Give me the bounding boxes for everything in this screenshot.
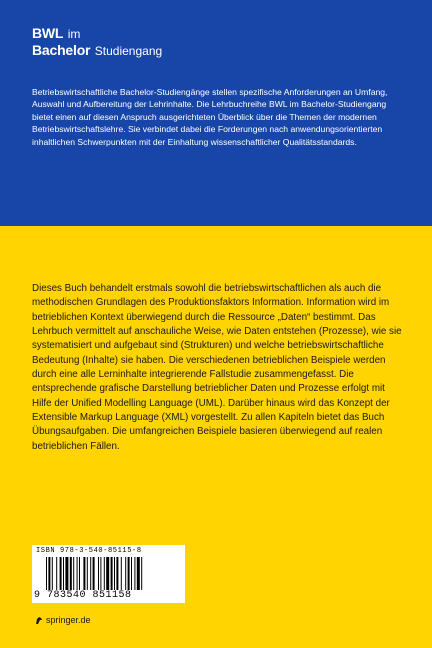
publisher-url: springer.de <box>46 615 91 625</box>
barcode-bars <box>46 557 176 593</box>
series-title <box>32 25 162 59</box>
publisher <box>35 615 91 625</box>
series-title-studiengang: Studiengang <box>94 44 163 58</box>
springer-horse-icon <box>35 616 43 625</box>
isbn-barcode <box>32 545 185 603</box>
isbn-label: ISBN 978-3-540-85115-8 <box>36 547 142 555</box>
series-title-bachelor: Bachelor <box>32 42 91 58</box>
series-band <box>0 0 432 226</box>
series-description: Betriebswirtschaftliche Bachelor-Studiengänge stellen spezifische Anforderungen an Umfang, Auswahl und Aufbereitung der Lehrinhalte. Die Lehrbuchreihe BWL im Bachelor-Studiengang bietet einen auf diesen Anspruch ausgerichteten Überblick über die Themen der modernen Betriebswirtschaftslehre. Sie verbindet dabei die Forderungen nach anwendungsorientierten inhaltlichen Schwerpunkten mit der Einhaltung wissenschaftlicher Qualitätsstandards. <box>32 87 388 147</box>
series-title-im: im <box>67 27 81 41</box>
barcode-number: 9 783540 851158 <box>34 590 184 601</box>
book-blurb: Dieses Buch behandelt erstmals sowohl die betriebswirtschaftlichen als auch die methodischen Grundlagen des Produktionsfaktors Information. Information wird im betrieblichen Kontext überwiegend durch die Ressource „Daten“ bestimmt. Das Lehrbuch vermittelt auf anschauliche Weise, wie Daten entstehen (Prozesse), wie sie systematisiert und aufgebaut sind (Strukturen) und welche betriebswirtschaftliche Bedeutung (Inhalte) sie haben. Die verschiedenen betrieblichen Beispiele werden durch eine alle Lerninhalte integrierende Fallstudie zusammengefasst. Die entsprechende grafische Darstellung betrieblicher Daten und Prozesse erfolgt mit Hilfe der Unified Modelling Language (UML). Darüber hinaus wird das Konzept der Extensible Markup Language (XML) vorgestellt. Zu allen Kapiteln bietet das Buch Übungsaufgaben. Die umfangreichen Beispiele basieren überwiegend auf realen betrieblichen Fällen. <box>32 283 402 452</box>
series-title-bwl: BWL <box>32 25 64 41</box>
